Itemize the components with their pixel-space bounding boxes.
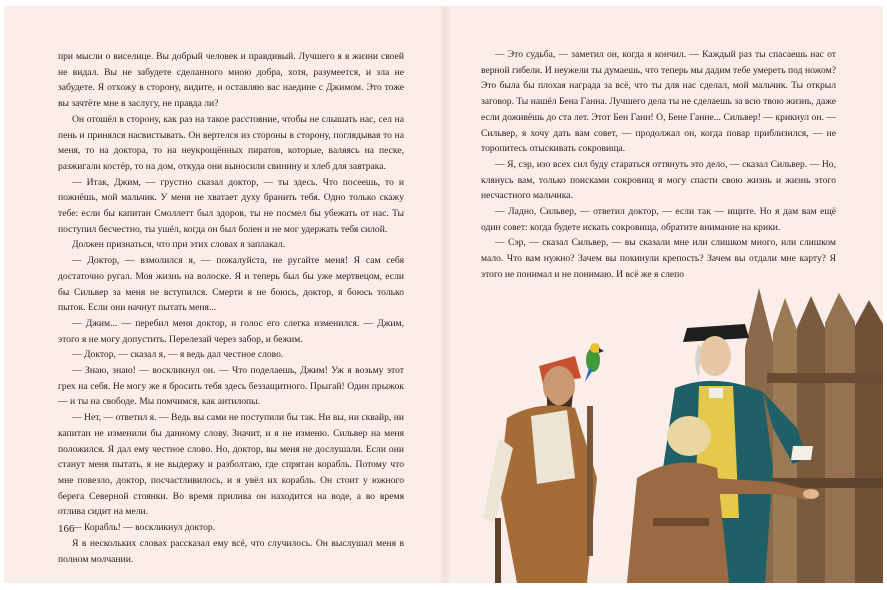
- paragraph: — Нет, — ответил я. — Ведь вы сами не поступили бы так. Ни вы, ни сквайр, ни капитан не изменили бы данному слову. Значит, и я не изменю. Сильвер на меня положился. Я дал ему честное слово. Но, доктор, вы меня не дослушали. Если они станут меня пытать, я не выдержу и разболтаю, где спрятан корабль. Потому что мне повезло, доктор, посчастливилось, и я увёл их корабль. Он стоит у южного берега Северной стоянки. Во время прилива он находится на воде, а во время отлива сидит на мели.: [58, 412, 404, 518]
- paragraph: — Это судьба, — заметил он, когда я кончил. — Каждый раз ты спасаешь нас от верной гибели. И неужели ты думаешь, что теперь мы дадим тебе умереть под ножом? Это была бы плохая награда за всё, что ты для нас сделал, мой мальчик. Ты открыл заговор. Ты нашёл Бена Ганна. Лучшего дела ты не сделаешь за всю твою жизнь, даже если доживёшь до ста лет. Этот Бен Ганн! О, Бене Ганне... Сильвер! — крикнул он. — Сильвер, я хочу дать вам совет, — продолжал он, когда повар приблизился, — не торопитесь отыскивать сокровища.: [481, 49, 836, 155]
- paragraph: — Я, сэр, изо всех сил буду стараться оттянуть это дело, — сказал Сильвер. — Но, клянусь вам, только поисками сокровищ я могу спасти свою жизнь и жизнь этого несчастного мальчика.: [481, 158, 836, 202]
- paragraph: — Джим... — перебил меня доктор, и голос его слегка изменился. — Джим, этого я не могу допустить. Перелезай через забор, и бежим.: [58, 317, 404, 345]
- paragraph: — Ладно, Сильвер, — ответил доктор, — если так — ищите. Но я дам вам ещё один совет: когда будете искать сокровища, обратите внимание на крики.: [481, 206, 836, 233]
- paragraph: — Итак, Джим, — грустно сказал доктор, — ты здесь. Что посеешь, то и пожнёшь, мой мальчик. У меня не хватает духу бранить тебя. Одно только скажу тебе: если бы капитан Смоллетт был здоров, ты не посмел бы убежать от нас. Ты поступил бесчестно, ты ушёл, когда он был болен и не мог удержать тебя силой.: [58, 176, 404, 235]
- paragraph: — Знаю, знаю! — воскликнул он. — Что поделаешь, Джим! Уж я возьму этот грех на себя. Не могу же я бросить тебя здесь беззащитного. Прыгай! Один прыжок — и ты на свободе. Мы помчимся, как антилопы.: [58, 365, 404, 408]
- pirates-illustration: [477, 288, 883, 583]
- paragraph: Должен признаться, что при этих словах я заплакал.: [72, 239, 286, 251]
- left-page-text: [58, 49, 404, 567]
- paragraph: Я в нескольких словах рассказал ему всё, что случилось. Он выслушал меня в полном молчании.: [58, 537, 404, 565]
- right-page-text: [481, 47, 836, 283]
- paragraph: — Доктор, — сказал я, — я ведь дал честное слово.: [72, 349, 284, 361]
- paragraph: — Корабль! — воскликнул доктор.: [72, 522, 216, 534]
- right-page: [444, 6, 883, 583]
- paragraph: Он отошёл в сторону, как раз на такое расстояние, чтобы не слышать нас, сел на пень и принялся насвистывать. Он вертелся из стороны в сторону, поглядывая то на меня, то на доктора, то на неукрощённых пиратов, которые, валяясь на песке, разжигали костёр, то на дом, откуда они выносили свинину и хлеб для завтрака.: [58, 113, 404, 172]
- left-page: [4, 6, 444, 583]
- pirate-figure: [483, 356, 597, 583]
- book-spread: [4, 6, 883, 583]
- parrot-figure: [585, 343, 604, 382]
- paragraph: — Доктор, — взмолился я, — пожалуйста, не ругайте меня! Я сам себя достаточно ругал. Моя жизнь на волоске. Я и теперь был бы уже мертвецом, если бы Сильвер за меня не вступился. Смерти я не боюсь, доктор, я боюсь только пыток. Если они начнут пытать меня...: [58, 255, 404, 314]
- paragraph: — Сэр, — сказал Сильвер, — вы сказали мне или слишком много, или слишком мало. Что вам нужно? Зачем вы покинули крепость? Зачем вы отдали мне карту? Я этого не понимал и не понимаю. И всё же я слепо: [481, 237, 836, 280]
- paragraph: при мысли о виселице. Вы добрый человек и правдивый. Лучшего я в жизни своей не видал. Вы не забудете сделанного мною добра, хотя, разумеется, и зла не забудете. Я отхожу в сторону, видите, и оставляю вас наедине с Джимом. Это тоже вы зачтёте мне в заслугу, не правда ли?: [58, 51, 404, 110]
- page-number: 166: [58, 523, 75, 535]
